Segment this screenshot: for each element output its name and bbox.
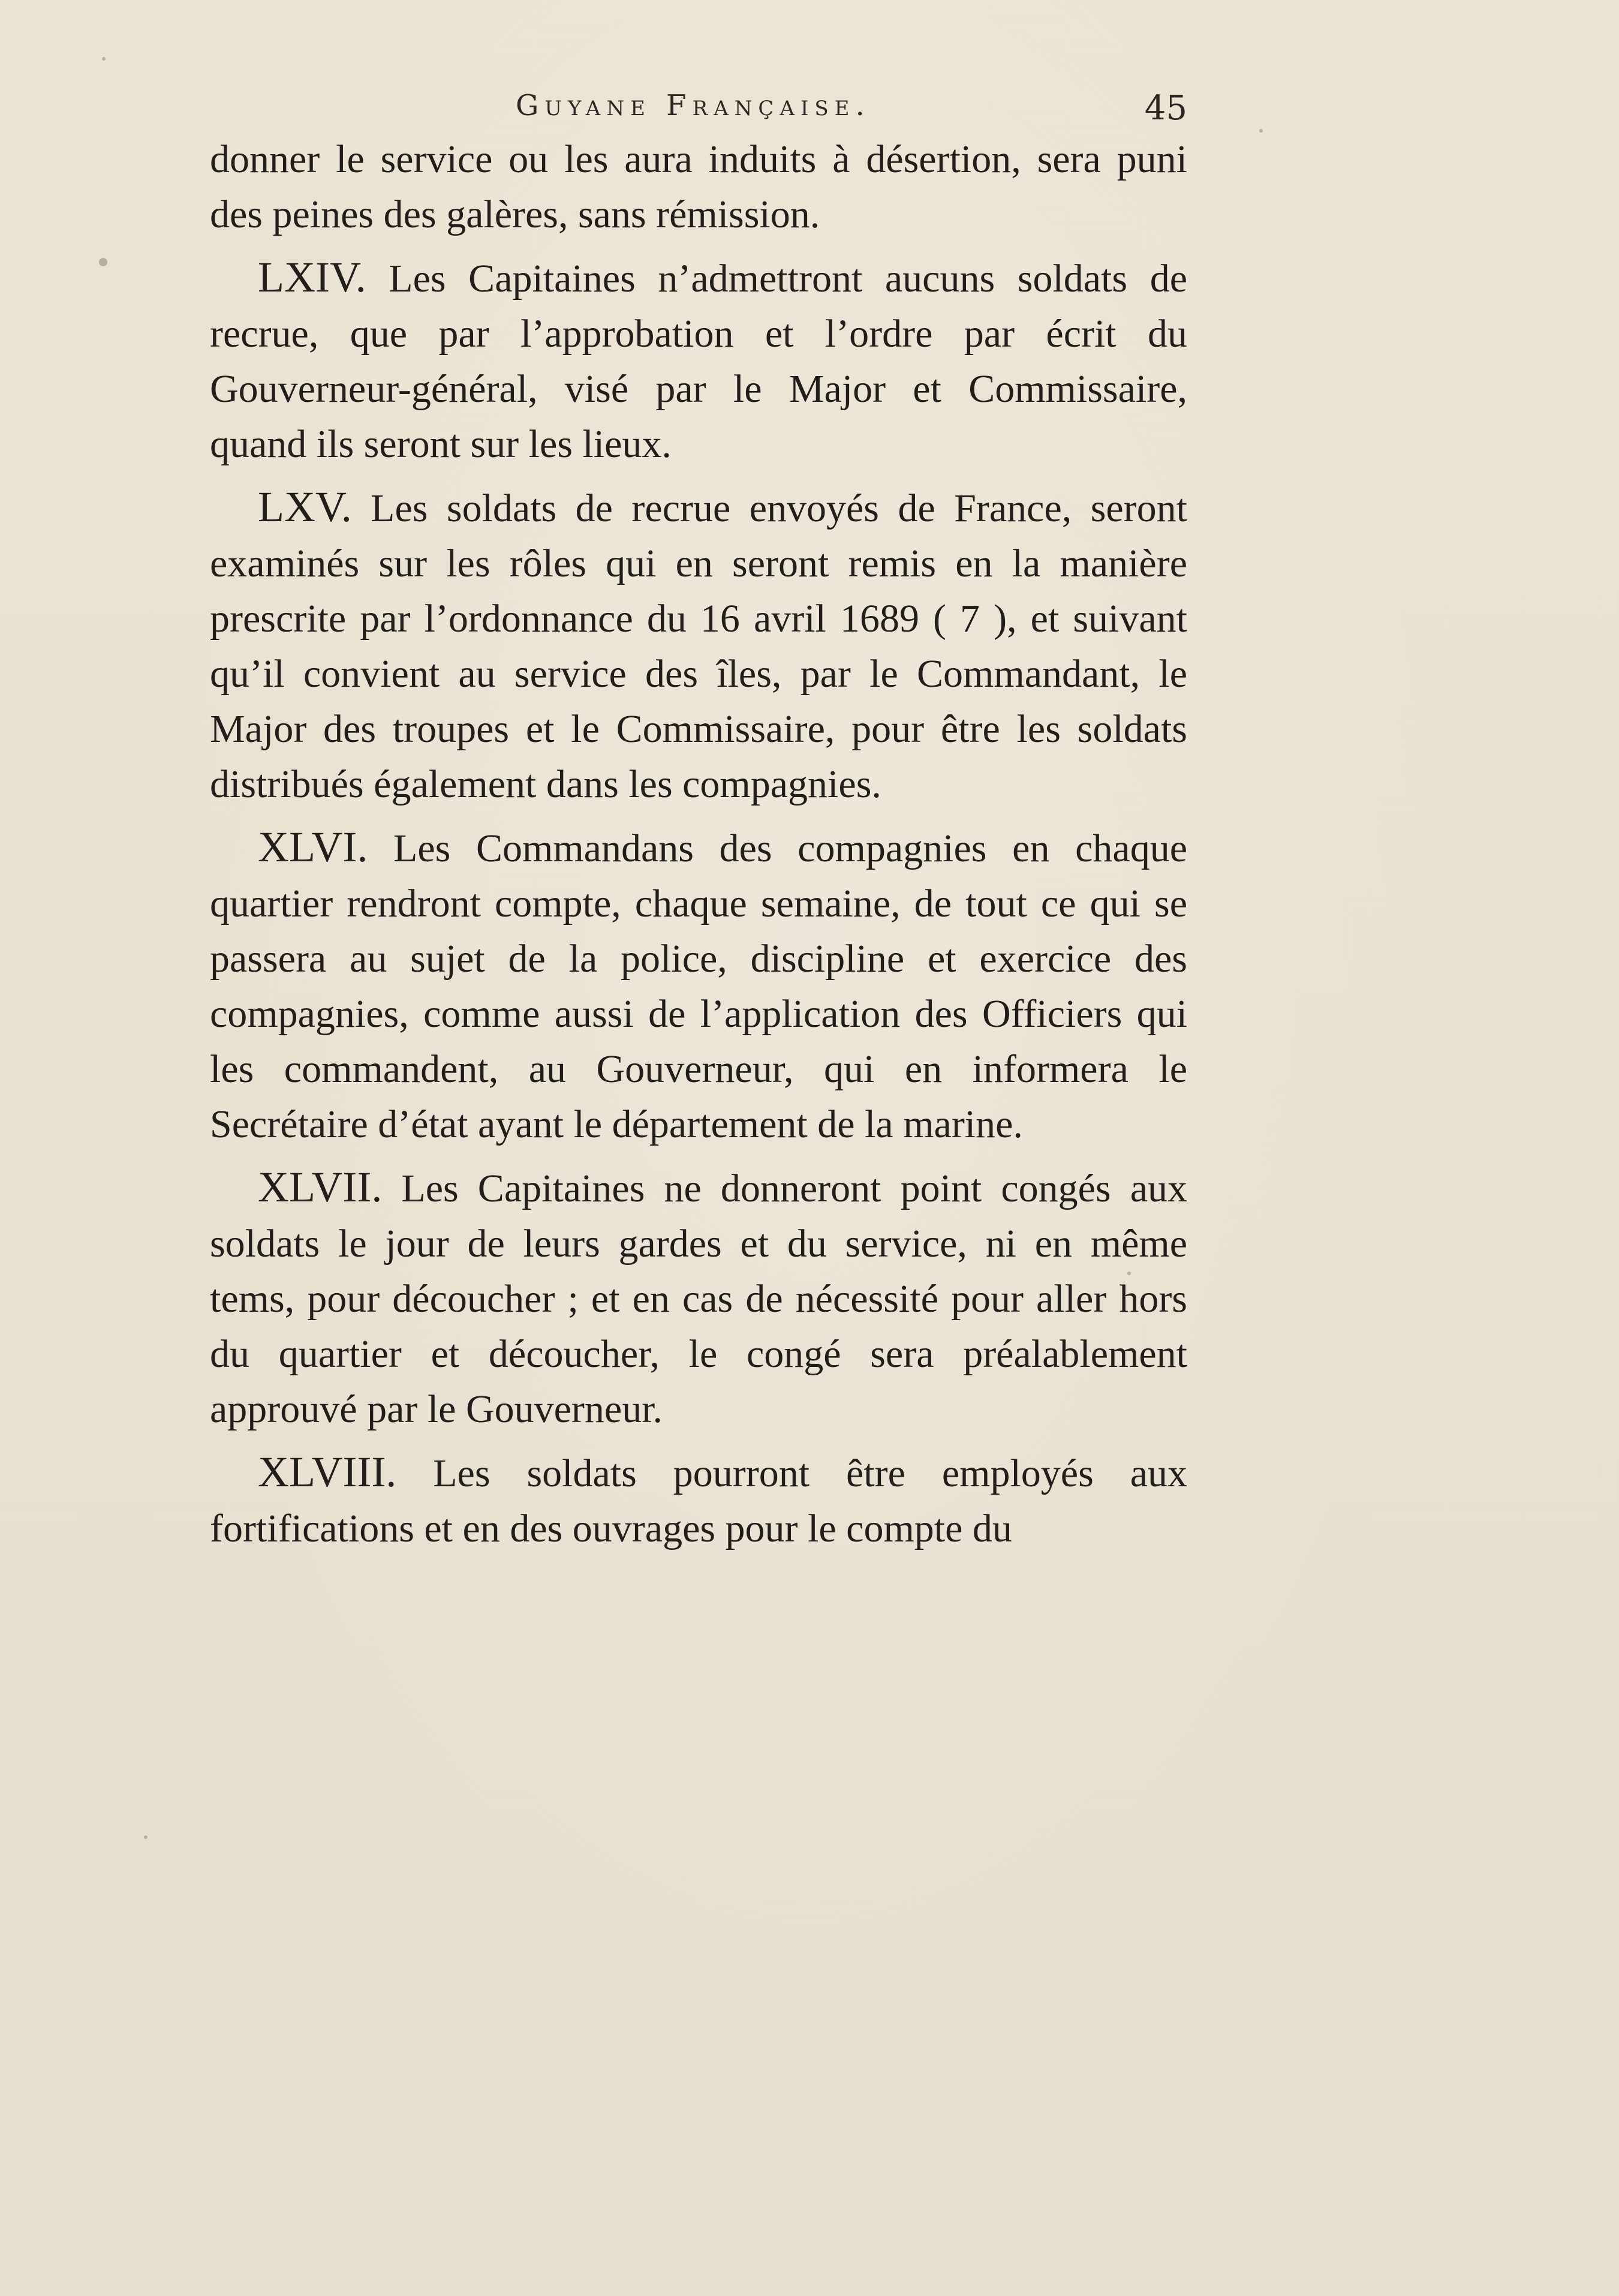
article-lxv <box>210 479 1187 812</box>
article-xlvii <box>210 1159 1187 1437</box>
paragraph-text: Les soldats pourront être employés aux fortifications et en des ouvrages pour le compte du <box>210 1451 1187 1550</box>
article-number: XLVI. <box>258 823 368 871</box>
article-xlvi <box>210 819 1187 1152</box>
article-xlviii <box>210 1444 1187 1556</box>
body-text <box>210 132 1187 1556</box>
article-number: XLVIII. <box>258 1448 397 1496</box>
article-number: LXV. <box>258 483 352 531</box>
paper-speck <box>1127 1272 1131 1275</box>
paper-speck <box>102 57 106 61</box>
paper-speck <box>1259 129 1263 133</box>
article-number: XLVII. <box>258 1163 383 1211</box>
paper-speck <box>144 1835 148 1839</box>
paragraph-text: donner le service ou les aura induits à désertion, sera puni des peines des galères, sans rémission. <box>210 137 1187 236</box>
running-title: Guyane Française. <box>516 89 871 122</box>
paragraph-text: Les Capitaines n’admettront aucuns soldats de recrue, que par l’approbation et l’ordre par écrit du Gouverneur-général, visé par le Major et Commissaire, quand ils seront sur les lieux. <box>210 257 1187 466</box>
article-number: LXIV. <box>258 253 366 301</box>
paragraph-text: Les Capitaines ne donneront point congés aux soldats le jour de leurs gardes et du service, ni en même tems, pour découcher ; et en cas de nécessité pour aller hors du quartier et découcher, le congé sera préalablement approuvé par le Gouverneur. <box>210 1167 1187 1431</box>
paper-speck <box>99 258 107 266</box>
paragraph-text: Les soldats de recrue envoyés de France, seront examinés sur les rôles qui en seront remis en la manière prescrite par l’ordonnance du 16 avril 1689 ( 7 ), et suivant qu’il convient au service des îles, par le Commandant, le Major des troupes et le Commissaire, pour être les soldats distribués également dans les compagnies. <box>210 486 1187 806</box>
page-number: 45 <box>1144 89 1187 128</box>
paragraph-text: Les Commandans des compagnies en chaque quartier rendront compte, chaque semaine, de tout ce qui se passera au sujet de la police, discipline et exercice des compagnies, comme aussi de l’application des Officiers qui les commandent, au Gouverneur, qui en informera le Secrétaire d’état ayant le département de la marine. <box>210 827 1188 1146</box>
article-lxiv <box>210 250 1187 472</box>
paragraph-continuation <box>210 132 1187 242</box>
